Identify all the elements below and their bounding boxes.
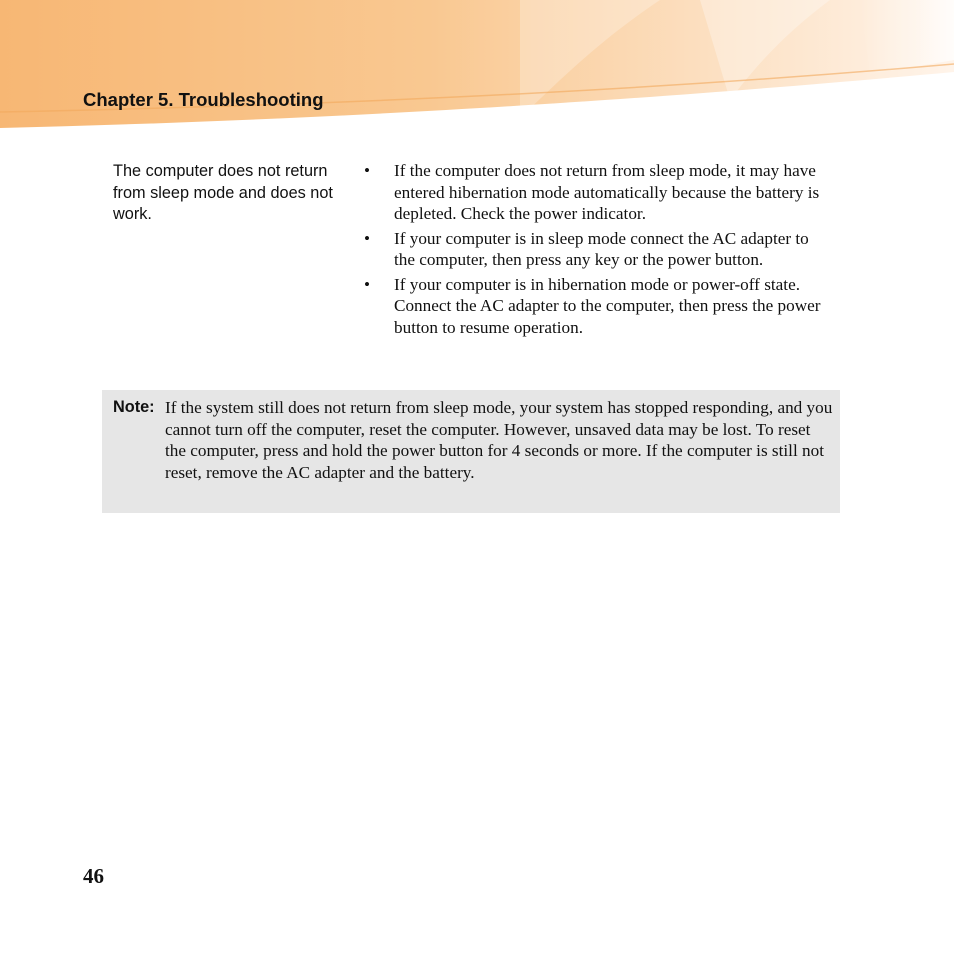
solution-text: If your computer is in sleep mode connect the AC adapter to the computer, then press any key or the power button. xyxy=(394,228,809,269)
problem-description: The computer does not return from sleep mode and does not work. xyxy=(113,162,333,223)
header-decoration xyxy=(0,0,954,135)
solution-item xyxy=(360,274,832,339)
page-number: 46 xyxy=(83,864,104,888)
bullet-icon: • xyxy=(364,161,371,180)
solution-text: If your computer is in hibernation mode or power-off state. Connect the AC adapter to the computer, then press the power button to resume operation. xyxy=(394,274,821,337)
solution-text: If the computer does not return from sleep mode, it may have entered hibernation mode automatically because the battery is depleted. Check the power indicator. xyxy=(394,161,820,223)
note-text: If the system still does not return from sleep mode, your system has stopped responding, and you cannot turn off the computer, reset the computer. However, unsaved data may be lost. To reset the computer, press and hold the power button for 4 seconds or more. If the computer is still not reset, remove the AC adapter and the battery. xyxy=(165,398,833,482)
solution-item xyxy=(360,228,832,271)
bullet-icon: • xyxy=(364,228,371,248)
solution-list xyxy=(360,160,832,341)
note-label: Note: xyxy=(113,398,155,416)
bullet-icon: • xyxy=(364,274,371,294)
chapter-title: Chapter 5. Troubleshooting xyxy=(83,89,324,110)
solution-item xyxy=(360,160,832,225)
